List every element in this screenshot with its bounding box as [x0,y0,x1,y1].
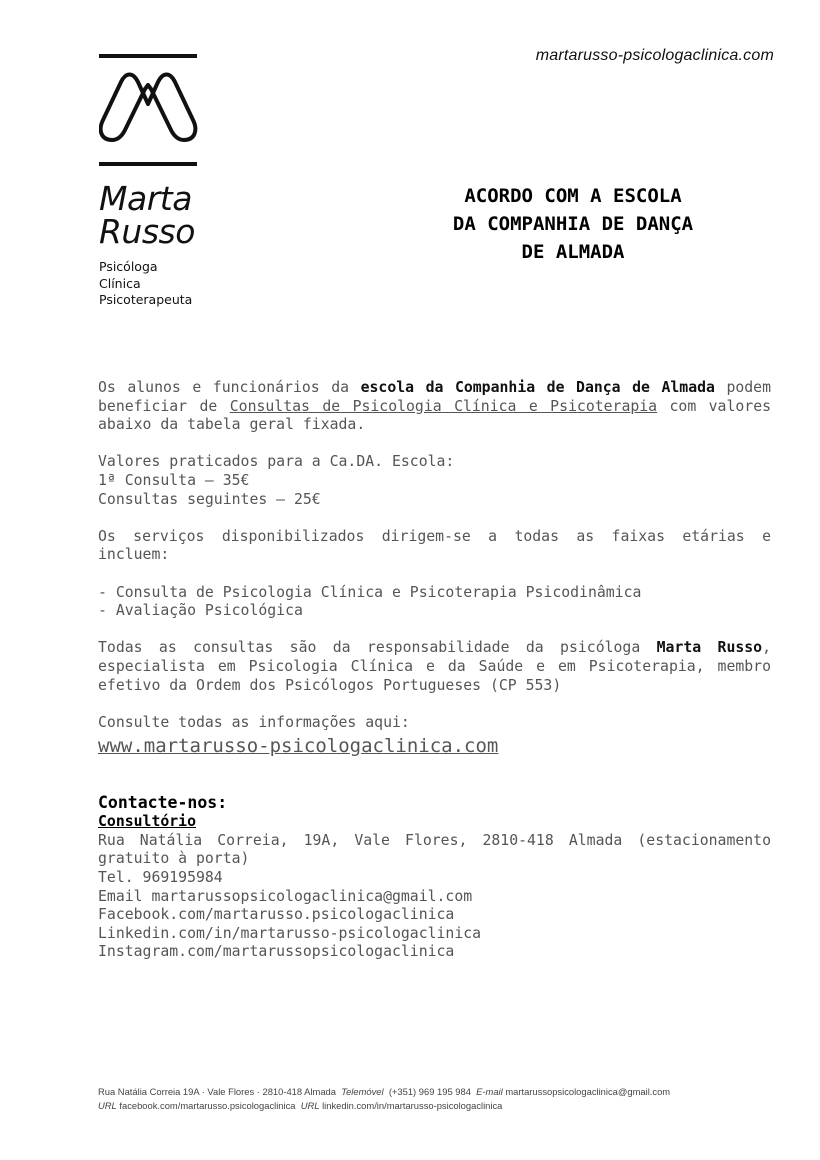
intro-text: com valores abaixo da tabela geral fixada. [98,397,772,434]
intro-text: podem beneficiar de [98,379,772,415]
contact-email[interactable]: Email martarussopsicologaclinica@gmail.com [98,887,473,905]
footer-url-label: URL [98,1099,117,1111]
price-first-consultation: 1ª Consulta – 35€ [98,471,250,489]
contact-linkedin[interactable]: Linkedin.com/in/martarusso-psicologaclinica [98,924,482,942]
footer-line-2 [98,1099,670,1113]
title-line: DE ALMADA [521,241,625,263]
prices-heading: Valores praticados para a Ca.DA. Escola: [98,453,455,471]
price-following-consultations: Consultas seguintes – 25€ [98,490,321,508]
office-address: Rua Natália Correia, 19A, Vale Flores, 2810-418 Almada (estacionamento gratuito à porta) [98,831,771,868]
document-title [398,182,748,266]
contact-facebook[interactable]: Facebook.com/martarusso.psicologaclinica [98,906,455,924]
footer-facebook[interactable]: facebook.com/martarusso.psicologaclinica [119,1099,296,1111]
intro-paragraph [98,379,771,435]
footer-linkedin[interactable]: linkedin.com/in/martarusso-psicologaclinica [322,1099,503,1111]
title-line: ACORDO COM A ESCOLA [464,185,682,207]
consultations-link[interactable]: Consultas de Psicologia Clínica e Psicoterapia [229,397,658,415]
footer-address: Rua Natália Correia 19A · Vale Flores · 2810-418 Almada [98,1086,336,1097]
footer-mobile-label: Telemóvel [341,1086,384,1097]
service-item: - Consulta de Psicologia Clínica e Psicoterapia Psicodinâmica [98,583,642,601]
contact-instagram[interactable]: Instagram.com/martarussopsicologaclinica [98,943,455,961]
responsibility-text: Todas as consultas são da responsabilidade da psicóloga [98,639,657,657]
document-body [98,379,771,962]
footer-line-1 [98,1085,670,1099]
contact-phone: Tel. 969195984 [98,869,223,887]
office-heading: Consultório [98,813,196,831]
responsibility-text: , especialista em Psicologia Clínica e da Saúde e em Psicoterapia, membro efetivo da Ordem dos Psicólogos Portugueses (CP 553) [98,639,772,694]
contact-heading: Contacte-nos: [98,793,228,813]
page-footer [98,1085,670,1112]
marta-russo-m-logo-icon [99,54,199,168]
footer-email-label: E-mail [476,1086,503,1097]
logo-subtitle-line: Psicoterapeuta [99,292,193,307]
logo-subtitle-line: Clínica [99,275,141,291]
brand-logo [99,54,199,309]
logo-name [99,179,199,251]
title-line: DA COMPANHIA DE DANÇA [452,213,694,235]
website-link[interactable]: www.martarusso-psicologaclinica.com [98,735,499,758]
header-site-url[interactable]: martarusso-psicologaclinica.com [535,47,774,64]
footer-email[interactable]: martarussopsicologaclinica@gmail.com [505,1086,671,1097]
intro-text: Os alunos e funcionários da [98,379,361,396]
logo-name-first: Marta [99,179,192,218]
service-item: - Avaliação Psicológica [98,602,303,620]
school-name: escola da Companhia de Dança de Almada [360,379,715,396]
footer-url-label: URL [300,1099,320,1111]
services-intro: Os serviços disponibilizados dirigem-se a todas as faixas etárias e incluem: [98,527,771,564]
info-label: Consulte todas as informações aqui: [98,713,410,731]
psychologist-name: Marta Russo [656,639,763,657]
logo-name-last: Russo [99,212,195,251]
footer-mobile: (+351) 969 195 984 [388,1086,471,1097]
logo-subtitle-line: Psicóloga [99,259,158,274]
logo-subtitle [99,259,199,309]
responsibility-paragraph [98,639,771,695]
